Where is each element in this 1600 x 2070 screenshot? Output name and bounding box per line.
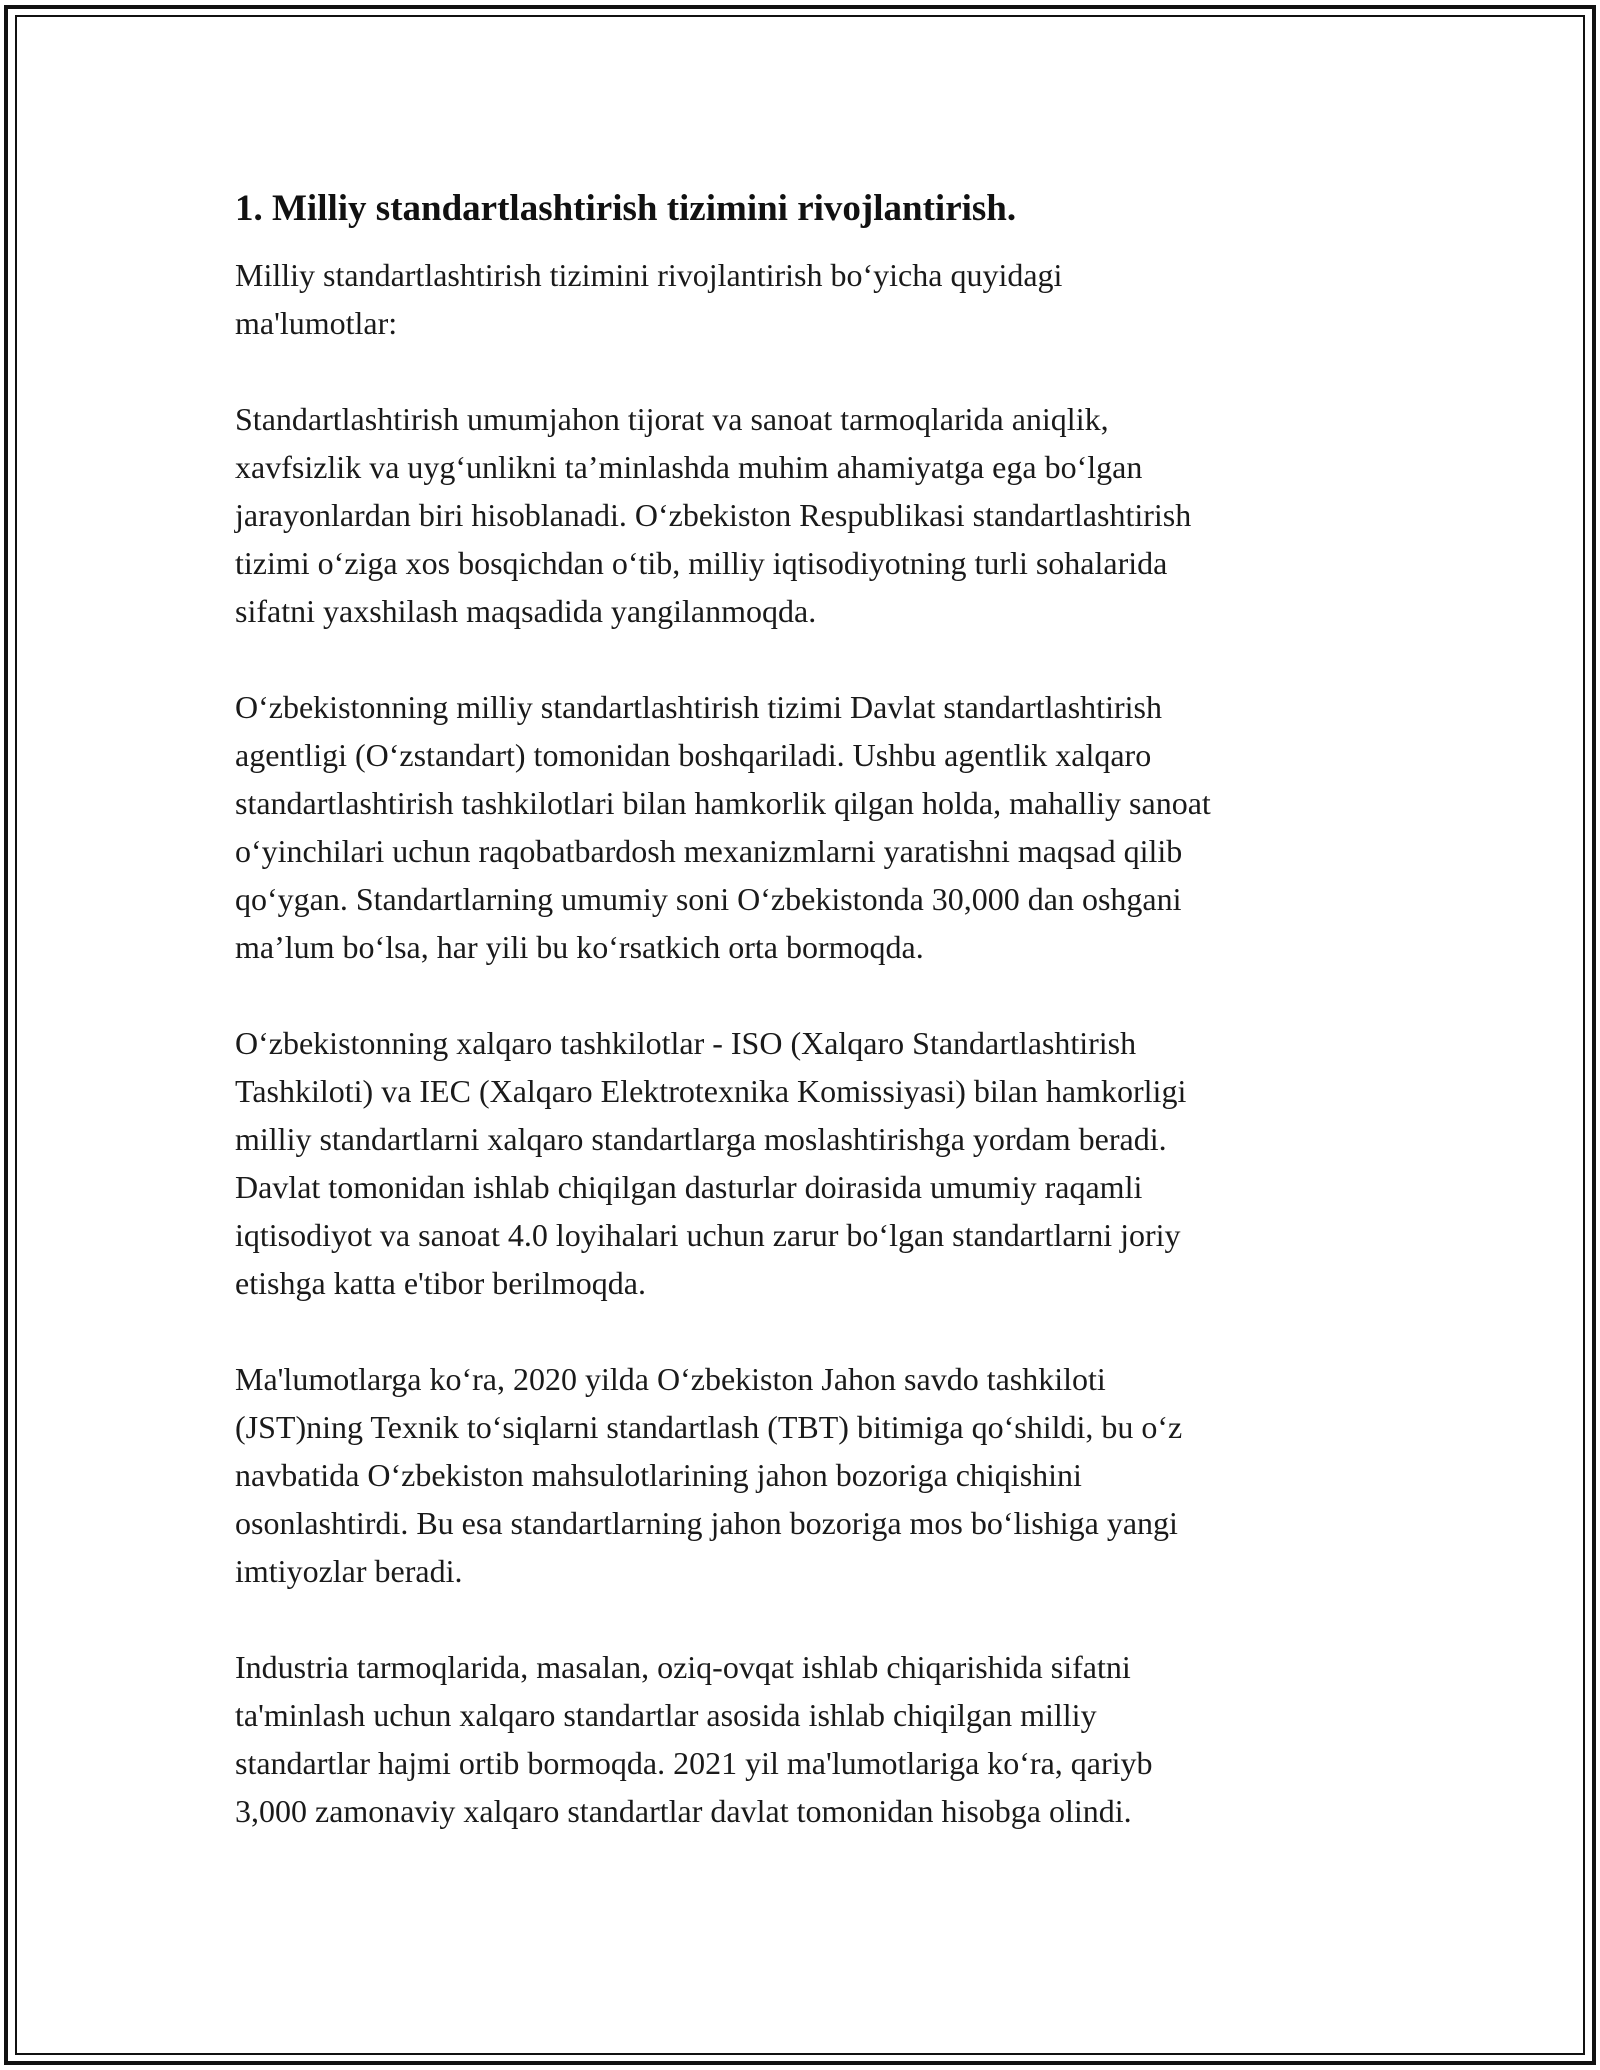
paragraph-standardization [235,395,1365,635]
paragraph-line: Oʻzbekistonning xalqaro tashkilotlar - ISO (Xalqaro Standartlashtirish [235,1025,1137,1061]
paragraph-line: imtiyozlar beradi. [235,1553,463,1589]
paragraph-line: Industria tarmoqlarida, masalan, oziq-ovqat ishlab chiqarishida sifatni [235,1649,1131,1685]
paragraph-line: standartlar hajmi ortib bormoqda. 2021 yil ma'lumotlariga koʻra, qariyb [235,1745,1153,1781]
paragraph-line: iqtisodiyot va sanoat 4.0 loyihalari uchun zarur boʻlgan standartlarni joriy [235,1217,1181,1253]
paragraph-line: Milliy standartlashtirish tizimini rivojlantirish boʻyicha quyidagi [235,257,1063,293]
paragraph-line: 3,000 zamonaviy xalqaro standartlar davlat tomonidan hisobga olindi. [235,1793,1132,1829]
paragraph-line: Oʻzbekistonning milliy standartlashtirish tizimi Davlat standartlashtirish [235,689,1162,725]
paragraph-line: standartlashtirish tashkilotlari bilan hamkorlik qilgan holda, mahalliy sanoat [235,785,1211,821]
paragraph-line: etishga katta e'tibor berilmoqda. [235,1265,646,1301]
paragraph-line: Standartlashtirish umumjahon tijorat va sanoat tarmoqlarida aniqlik, [235,401,1109,437]
paragraph-intro [235,251,1365,347]
paragraph-line: navbatida Oʻzbekiston mahsulotlarining jahon bozoriga chiqishini [235,1457,1082,1493]
paragraph-line: ma'lumotlar: [235,305,398,341]
paragraph-line: agentligi (Oʻzstandart) tomonidan boshqariladi. Ushbu agentlik xalqaro [235,737,1152,773]
paragraph-line: sifatni yaxshilash maqsadida yangilanmoqda. [235,593,817,629]
paragraph-line: qoʻygan. Standartlarning umumiy soni Oʻzbekistonda 30,000 dan oshgani [235,881,1182,917]
paragraph-agency [235,683,1365,971]
section-heading: 1. Milliy standartlashtirish tizimini rivojlantirish. [235,188,1017,229]
paragraph-line: xavfsizlik va uygʻunlikni taʼminlashda muhim ahamiyatga ega boʻlgan [235,449,1143,485]
paragraph-international [235,1019,1365,1307]
paragraph-line: Davlat tomonidan ishlab chiqilgan dasturlar doirasida umumiy raqamli [235,1169,1143,1205]
paragraph-industry [235,1643,1365,1835]
paragraph-line: osonlashtirdi. Bu esa standartlarning jahon bozoriga mos boʻlishiga yangi [235,1505,1178,1541]
paragraph-wto [235,1355,1365,1595]
paragraph-line: Tashkiloti) va IEC (Xalqaro Elektrotexnika Komissiyasi) bilan hamkorligi [235,1073,1187,1109]
paragraph-line: ta'minlash uchun xalqaro standartlar asosida ishlab chiqilgan milliy [235,1697,1097,1733]
document-content [235,185,1365,1883]
paragraph-line: (JST)ning Texnik toʻsiqlarni standartlash (TBT) bitimiga qoʻshildi, bu oʻz [235,1409,1183,1445]
paragraph-line: tizimi oʻziga xos bosqichdan oʻtib, milliy iqtisodiyotning turli sohalarida [235,545,1168,581]
paragraph-line: maʼlum boʻlsa, har yili bu koʻrsatkich orta bormoqda. [235,929,924,965]
paragraph-line: jarayonlardan biri hisoblanadi. Oʻzbekiston Respublikasi standartlashtirish [235,497,1192,533]
paragraph-line: milliy standartlarni xalqaro standartlarga moslashtirishga yordam beradi. [235,1121,1167,1157]
paragraph-line: oʻyinchilari uchun raqobatbardosh mexanizmlarni yaratishni maqsad qilib [235,833,1183,869]
paragraph-line: Ma'lumotlarga koʻra, 2020 yilda Oʻzbekiston Jahon savdo tashkiloti [235,1361,1106,1397]
